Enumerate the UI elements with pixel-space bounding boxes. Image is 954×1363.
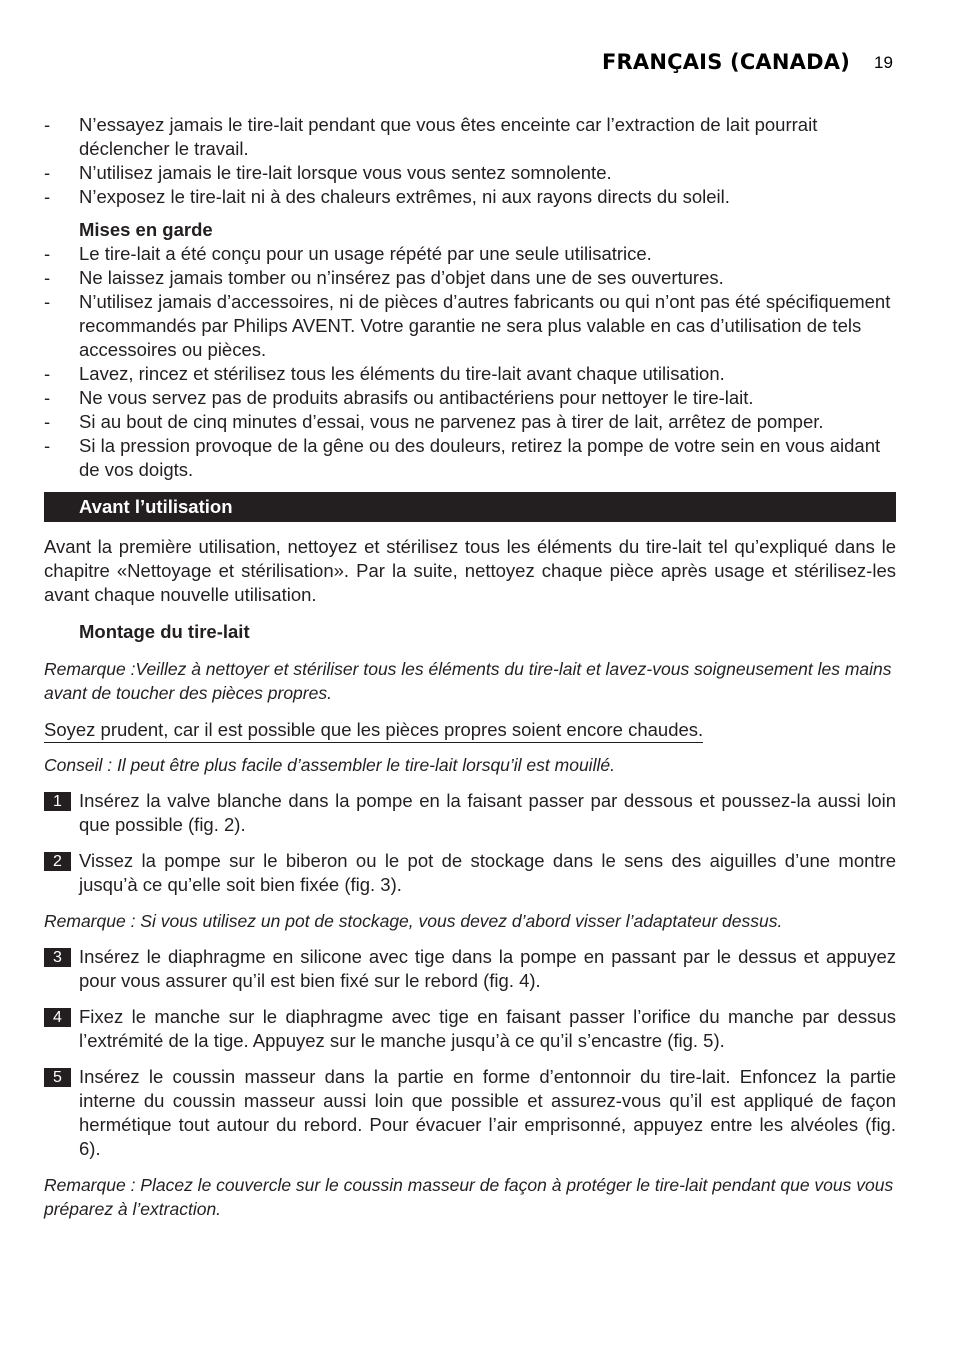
- step-item: [44, 1065, 896, 1161]
- step-text: Vissez la pompe sur le biberon ou le pot de stockage dans le sens des aiguilles d’une montre jusqu’à ce qu’elle soit bien fixée (fig. 3).: [79, 850, 896, 895]
- list-item: - N’essayez jamais le tire-lait pendant que vous êtes enceinte car l’extraction de lait pourrait déclencher le travail.: [44, 113, 896, 161]
- step-number-badge: 4: [44, 1008, 71, 1027]
- list-item: - Ne laissez jamais tomber ou n’insérez pas d’objet dans une de ses ouvertures.: [44, 266, 896, 290]
- step-number-badge: 2: [44, 852, 71, 871]
- section-title-bar: Avant l’utilisation: [44, 492, 896, 522]
- list-item: - N’utilisez jamais d’accessoires, ni de pièces d’autres fabricants ou qui n’ont pas été spécifiquement recommandés par Philips AVENT. Votre garantie ne sera plus valable en cas d’utilisation de tels accessoires ou pièces.: [44, 290, 896, 362]
- list-item: - Si la pression provoque de la gêne ou des douleurs, retirez la pompe de votre sein en vous aidant de vos doigts.: [44, 434, 896, 482]
- step-item: [44, 945, 896, 993]
- step-number-badge: 5: [44, 1068, 71, 1087]
- step-text: Insérez le coussin masseur dans la partie en forme d’entonnoir du tire-lait. Enfoncez la partie interne du coussin masseur aussi loin que possible et assurez-vous qu’il est appliqué de façon hermétique tout autour du rebord. Pour évacuer l’air emprisonné, appuyez entre les alvéoles (fig. 6).: [79, 1066, 896, 1159]
- page-number: 19: [874, 53, 893, 72]
- tip-note: Conseil : Il peut être plus facile d’assembler le tire-lait lorsqu’il est mouillé.: [44, 755, 615, 775]
- warning-block: [44, 718, 896, 743]
- cautions-list: [44, 242, 896, 482]
- step-item: [44, 849, 896, 897]
- note-remark: Remarque : Placez le couvercle sur le coussin masseur de façon à protéger le tire-lait pendant que vous vous préparez à l’extraction.: [44, 1175, 894, 1219]
- list-item: - Le tire-lait a été conçu pour un usage répété par une seule utilisatrice.: [44, 242, 896, 266]
- page-content: [44, 113, 896, 1221]
- step-item: [44, 789, 896, 837]
- step-text: Insérez le diaphragme en silicone avec tige dans la pompe en passant par le dessus et appuyez pour vous assurer qu’il est bien fixé sur le rebord (fig. 4).: [79, 946, 896, 991]
- step-text: Fixez le manche sur le diaphragme avec tige en faisant passer l’orifice du manche par dessus l’extrémité de la tige. Appuyez sur le manche jusqu’à ce qu’il s’encastre (fig. 5).: [79, 1006, 896, 1051]
- language-heading: FRANÇAIS (CANADA): [601, 50, 850, 74]
- step-text: Insérez la valve blanche dans la pompe en la faisant passer par dessous et poussez-la aussi loin que possible (fig. 2).: [79, 790, 896, 835]
- before-use-intro: Avant la première utilisation, nettoyez et stérilisez tous les éléments du tire-lait tel qu’expliqué dans le chapitre «Nettoyage et stérilisation». Par la suite, nettoyez chaque pièce après usage et stérilisez-les avant chaque nouvelle utilisation.: [44, 536, 896, 605]
- note-remark: Remarque : Si vous utilisez un pot de stockage, vous devez d’abord visser l’adaptateur dessus.: [44, 911, 783, 931]
- list-item: - N’utilisez jamais le tire-lait lorsque vous vous sentez somnolente.: [44, 161, 896, 185]
- step-number-badge: 3: [44, 948, 71, 967]
- note-remark: Remarque :Veillez à nettoyer et stériliser tous les éléments du tire-lait et lavez-vous soigneusement les mains avant de toucher des pièces propres.: [44, 659, 892, 703]
- warning-text: Soyez prudent, car il est possible que les pièces propres soient encore chaudes.: [44, 718, 703, 743]
- step-number-badge: 1: [44, 792, 71, 811]
- intro-bullet-list: [44, 113, 896, 209]
- list-item: - Ne vous servez pas de produits abrasifs ou antibactériens pour nettoyer le tire-lait.: [44, 386, 896, 410]
- list-item: - Si au bout de cinq minutes d’essai, vous ne parvenez pas à tirer de lait, arrêtez de pomper.: [44, 410, 896, 434]
- step-item: [44, 1005, 896, 1053]
- cautions-heading: Mises en garde: [79, 219, 213, 240]
- list-item: - N’exposez le tire-lait ni à des chaleurs extrêmes, ni aux rayons directs du soleil.: [44, 185, 896, 209]
- assembly-heading: Montage du tire-lait: [79, 621, 250, 642]
- list-item: - Lavez, rincez et stérilisez tous les éléments du tire-lait avant chaque utilisation.: [44, 362, 896, 386]
